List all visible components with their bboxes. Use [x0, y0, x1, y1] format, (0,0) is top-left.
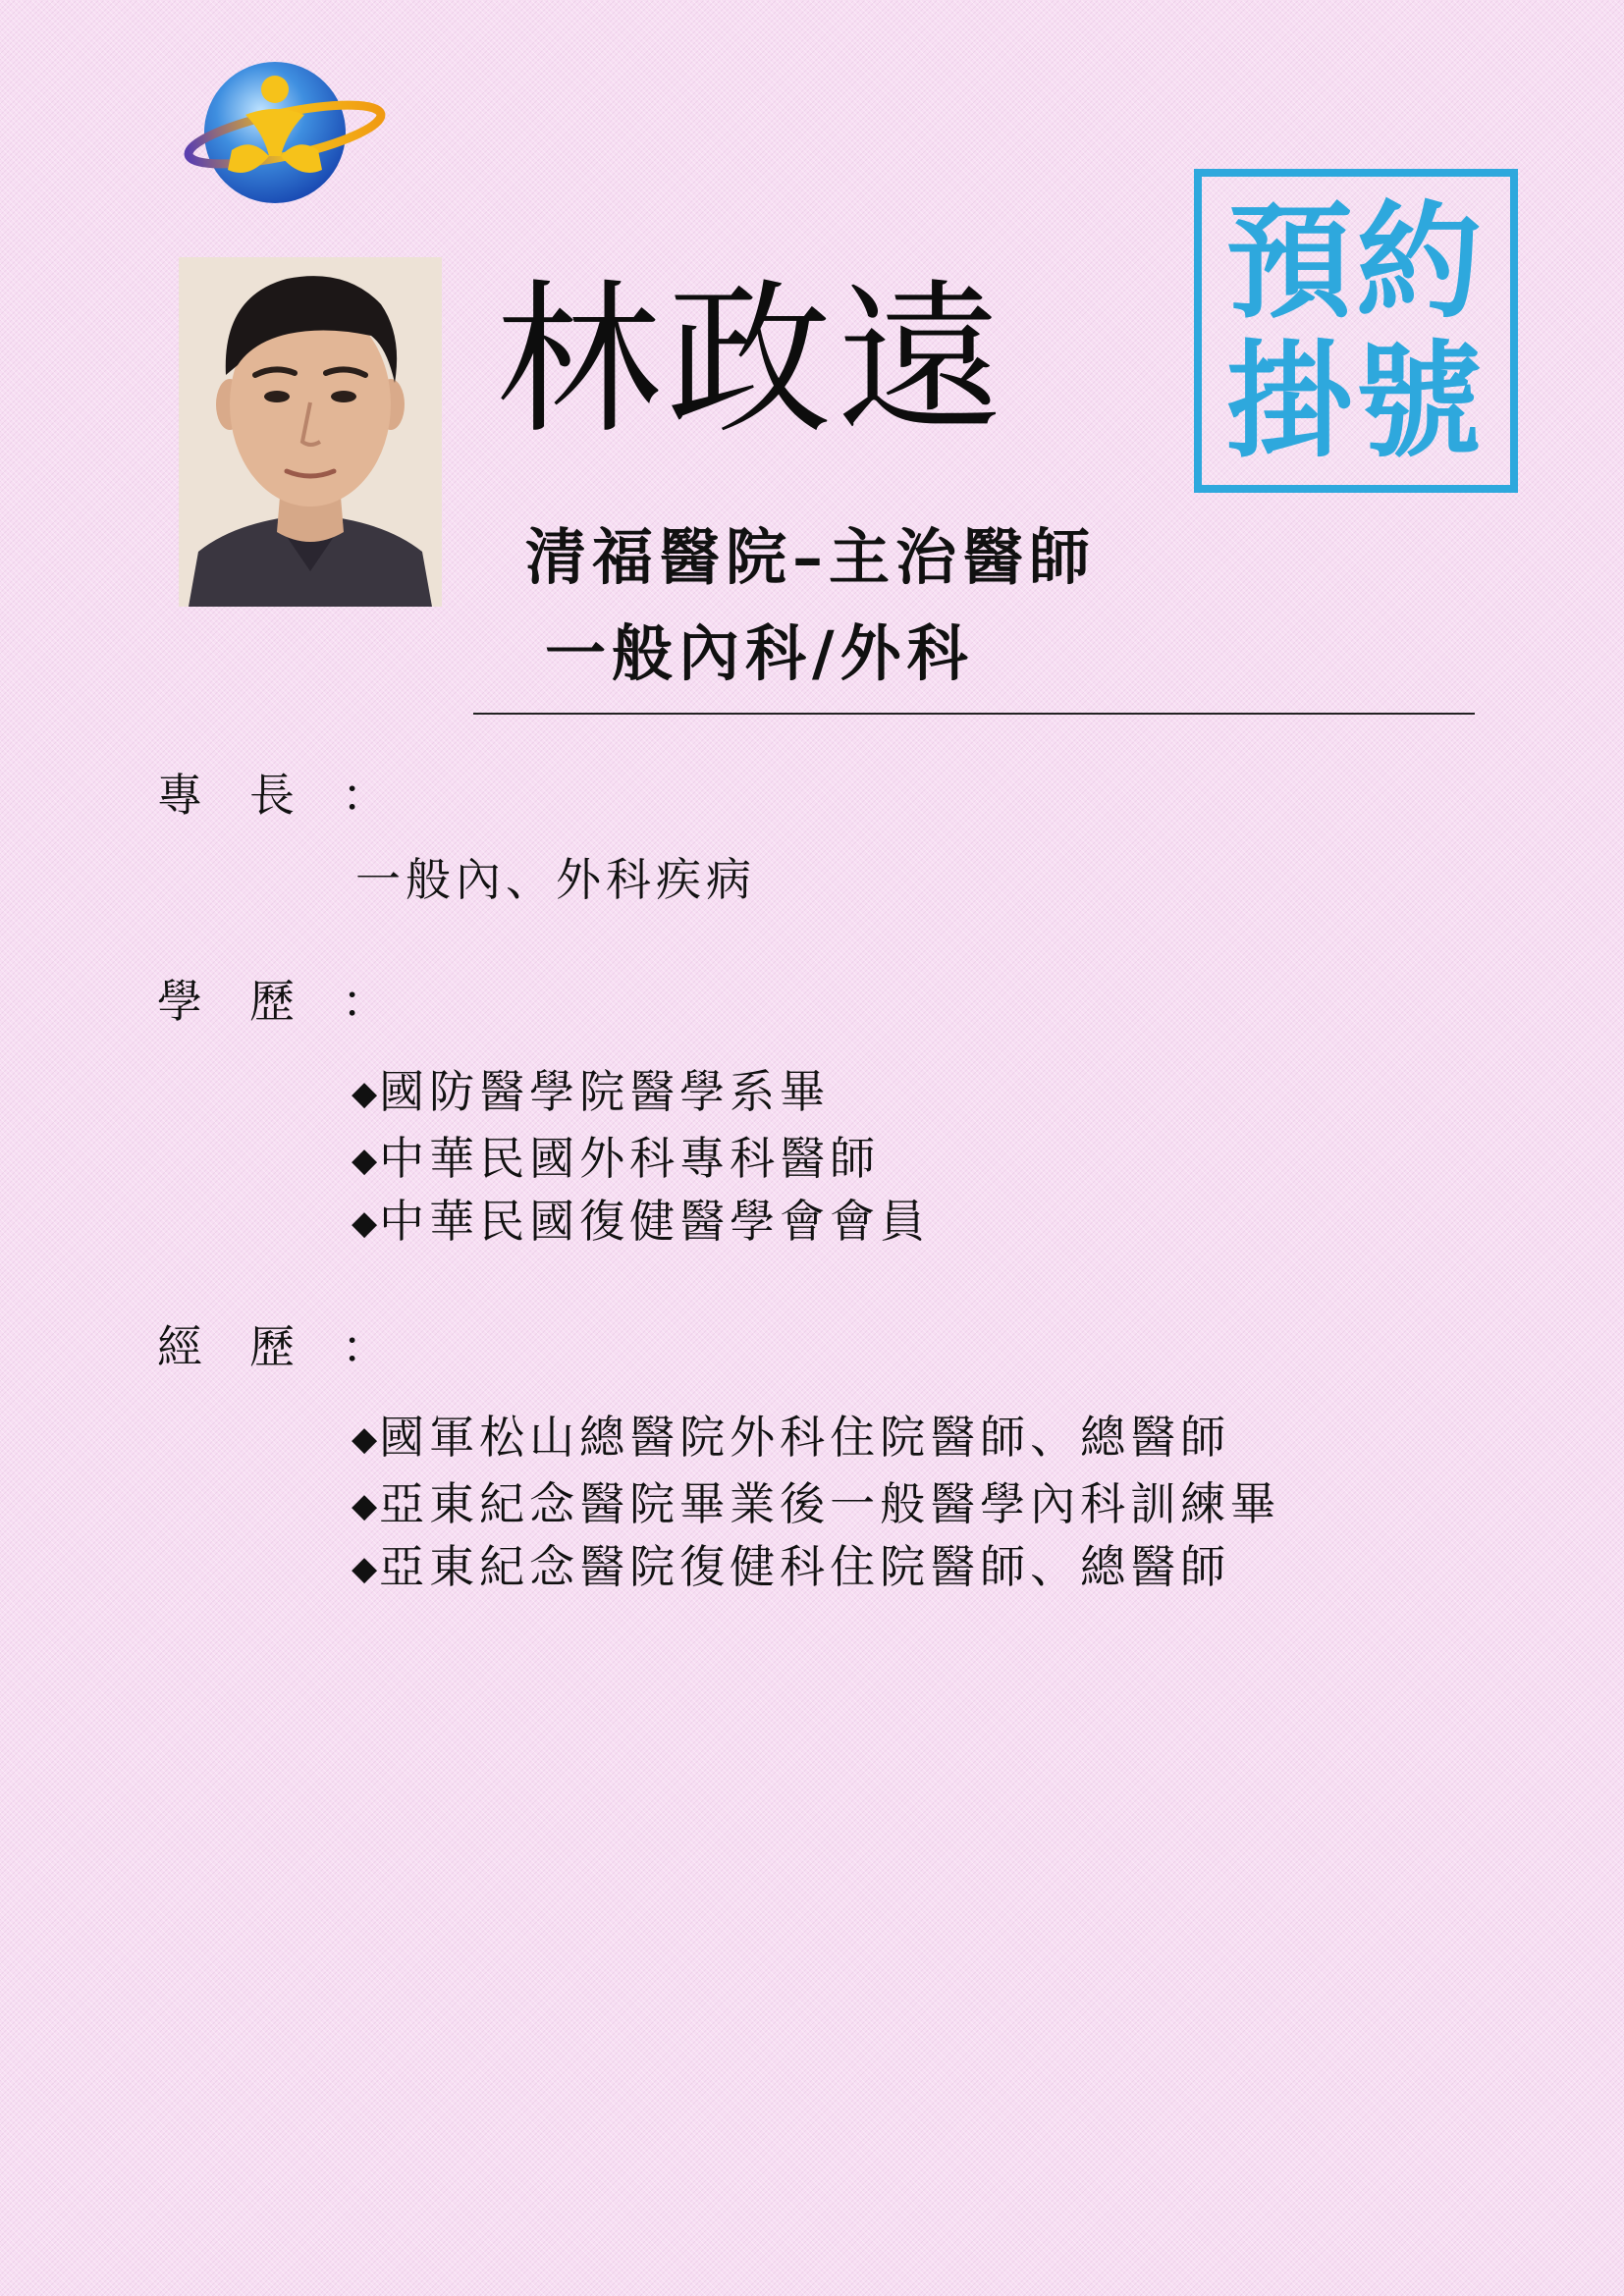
experience-item-text: 亞東紀念醫院復健科住院醫師、總醫師	[379, 1540, 1231, 1593]
specialty-item-text: 一般內、外科疾病	[355, 853, 756, 906]
education-item	[352, 1062, 830, 1123]
hospital-logo	[177, 54, 388, 211]
stamp-line-2: 掛號	[1225, 329, 1486, 475]
education-item	[352, 1192, 930, 1253]
specialty-heading	[157, 766, 387, 825]
experience-item	[352, 1408, 1230, 1468]
experience-item-text: 國軍松山總醫院外科住院醫師、總醫師	[379, 1411, 1231, 1464]
experience-heading-label: 經歷	[157, 1320, 342, 1373]
education-heading-colon: ：	[342, 975, 387, 1028]
bullet-icon: ◆	[352, 1141, 378, 1180]
bullet-icon: ◆	[352, 1549, 378, 1588]
education-heading-label: 學歷	[157, 975, 342, 1028]
education-item-text: 國防醫學院醫學系畢	[379, 1065, 831, 1118]
specialty-heading-label: 專長	[157, 769, 342, 822]
experience-heading	[157, 1317, 387, 1376]
appointment-stamp	[1194, 169, 1518, 493]
education-heading	[157, 972, 387, 1031]
experience-heading-colon: ：	[342, 1320, 387, 1373]
education-item	[352, 1129, 880, 1190]
divider	[473, 713, 1475, 715]
doctor-photo	[179, 257, 442, 607]
specialty-item	[355, 850, 756, 909]
experience-item	[352, 1537, 1230, 1598]
bullet-icon: ◆	[352, 1203, 378, 1243]
education-item-text: 中華民國外科專科醫師	[379, 1132, 881, 1185]
hospital-title: 清福醫院–主治醫師	[525, 521, 1097, 593]
bullet-icon: ◆	[352, 1419, 378, 1459]
department-title: 一般內科/外科	[545, 617, 974, 689]
stamp-line-1: 預約	[1225, 189, 1486, 336]
doctor-name: 林政遠	[496, 264, 1008, 456]
bullet-icon: ◆	[352, 1486, 378, 1525]
education-item-text: 中華民國復健醫學會會員	[379, 1195, 931, 1248]
specialty-heading-colon: ：	[342, 769, 387, 822]
bullet-icon: ◆	[352, 1074, 378, 1113]
experience-item	[352, 1474, 1280, 1535]
experience-item-text: 亞東紀念醫院畢業後一般醫學內科訓練畢	[379, 1477, 1281, 1530]
